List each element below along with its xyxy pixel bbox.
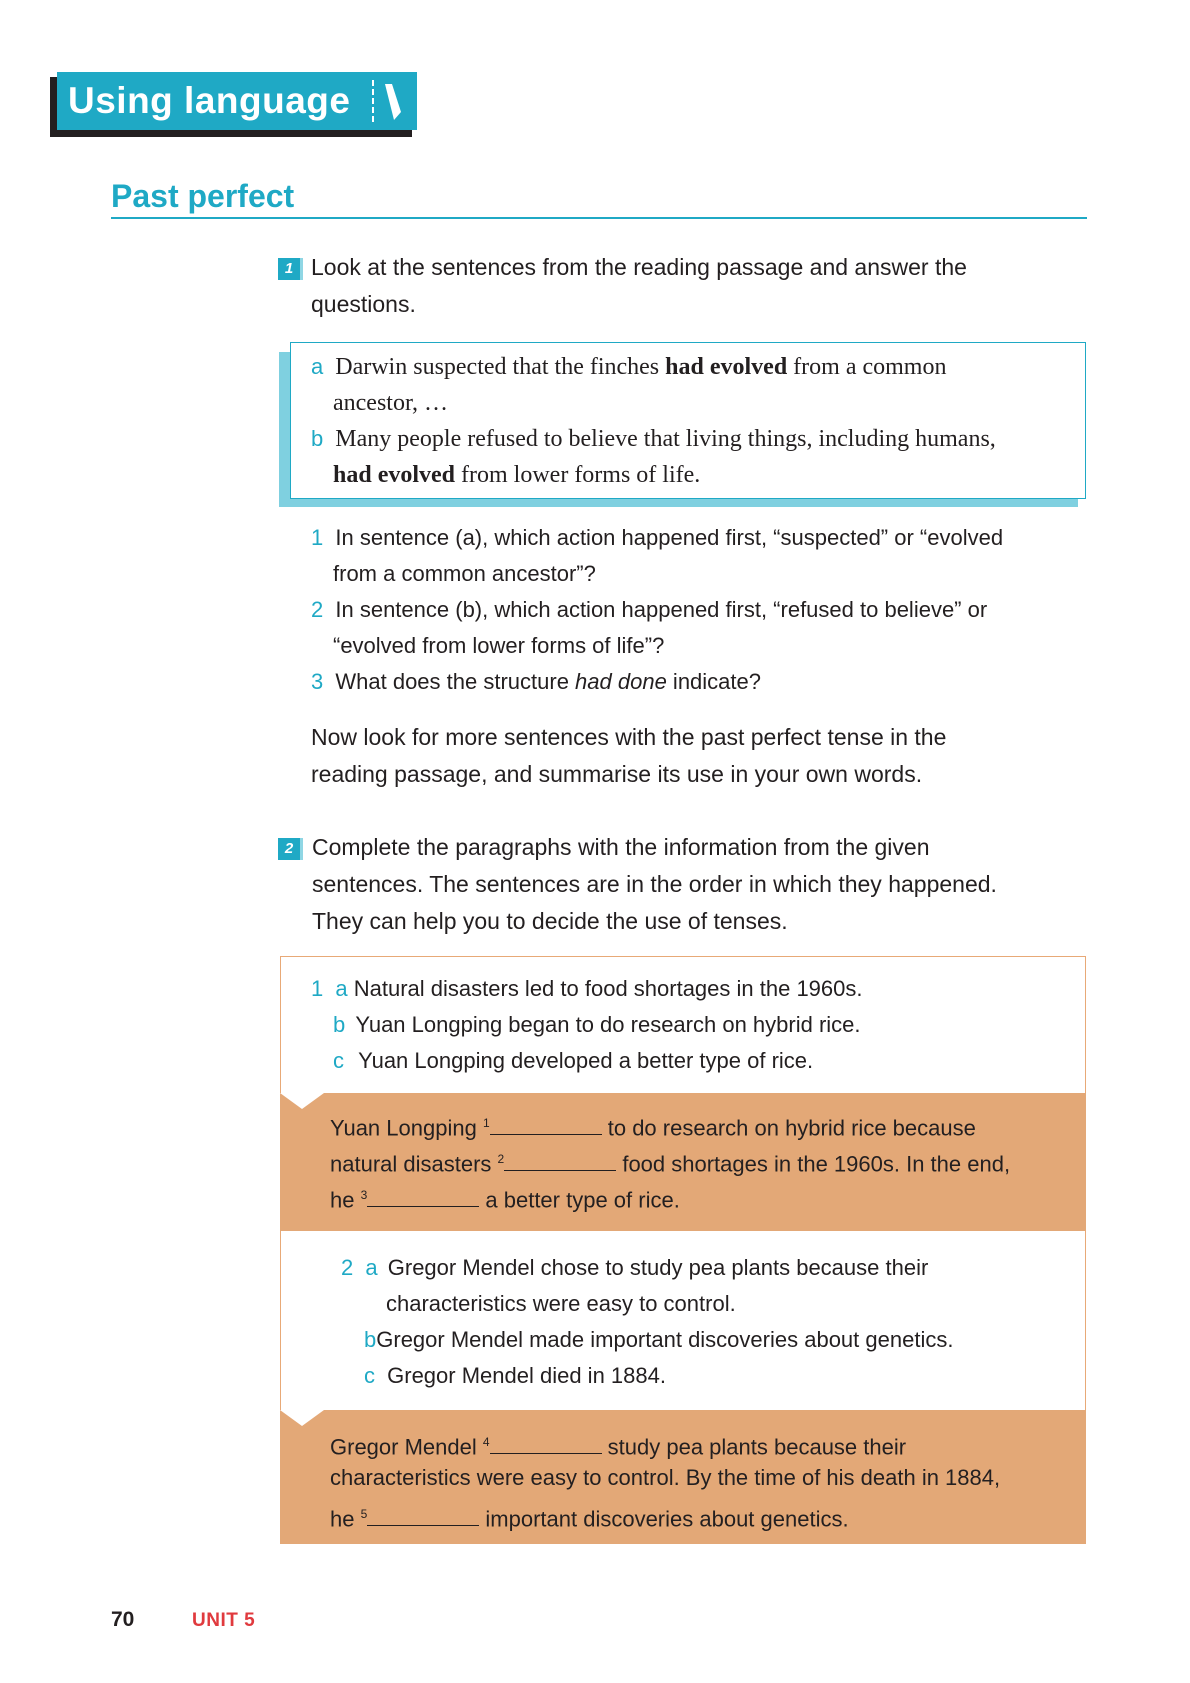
sentence-b-label: b [311, 426, 324, 451]
question-2-number: 2 [311, 597, 324, 622]
question-2-text: In sentence (b), which action happened first, “refused to believe” or [335, 597, 988, 622]
set-1-number: 1 [311, 976, 324, 1001]
sentence-b-text-1: Many people refused to believe that living things, including humans, [335, 426, 996, 452]
blank-4-number: 4 [482, 1435, 490, 1449]
set-2-b-text: Gregor Mendel made important discoveries about genetics. [376, 1327, 954, 1352]
question-3-text-2: indicate? [666, 669, 761, 694]
sentence-b-text-2: from lower forms of life. [455, 462, 701, 488]
set-2-number: 2 [341, 1255, 354, 1280]
question-3-italic: had done [575, 669, 667, 694]
blank-2-number: 2 [497, 1152, 505, 1166]
set-2-para-text: he [330, 1506, 361, 1532]
set-1-para-text: to do research on hybrid rice because [601, 1115, 976, 1141]
set-1-para-text: a better type of rice. [479, 1187, 680, 1213]
sentence-b-bold: had evolved [333, 462, 456, 488]
blank-3-number: 3 [360, 1188, 368, 1202]
set-2-para-text: study pea plants because their [601, 1434, 907, 1460]
question-1-line-1 [311, 520, 1003, 556]
set-2-c-label: c [364, 1363, 375, 1388]
section-rule [111, 217, 1087, 219]
set-2-sentence-a-line-1 [341, 1250, 928, 1286]
set-1-c-text: Yuan Longping developed a better type of rice. [358, 1048, 814, 1073]
exercise-1-instruction-line-1: Look at the sentences from the reading passage and answer the [311, 254, 967, 280]
set-1-sentence-c [333, 1043, 813, 1079]
banner-title: Using language [68, 80, 351, 121]
set-2-para-text: Gregor Mendel [330, 1434, 483, 1460]
follow-up-line-2: reading passage, and summarise its use in your own words. [311, 761, 923, 787]
set-2-a-text: Gregor Mendel chose to study pea plants because their [387, 1255, 929, 1280]
question-1-text: In sentence (a), which action happened first, “suspected” or “evolved [335, 525, 1004, 550]
sentence-a-label: a [311, 354, 324, 379]
set-2-sentence-c [364, 1358, 666, 1394]
page-number: 70 [111, 1608, 135, 1631]
exercise-2-instruction-line-3: They can help you to decide the use of tenses. [312, 908, 788, 934]
sentence-a-text-1: Darwin suspected that the finches [335, 354, 666, 380]
set-2-b-label: b [364, 1327, 377, 1352]
set-1-sentence-a [311, 971, 863, 1007]
exercise-2-instruction-line-2: sentences. The sentences are in the order in which they happened. [312, 871, 997, 897]
blank-3[interactable] [367, 1184, 479, 1207]
set-2-paragraph-line-3 [330, 1496, 849, 1537]
set-1-c-label: c [333, 1048, 344, 1073]
set-2-sentence-a-line-2: characteristics were easy to control. [386, 1291, 736, 1316]
follow-up-line-1: Now look for more sentences with the past perfect tense in the [311, 724, 947, 750]
banner-divider [372, 80, 374, 122]
set-2-para-text: important discoveries about genetics. [479, 1506, 849, 1532]
exercise-1-instruction-line-2: questions. [311, 291, 416, 317]
blank-1-number: 1 [482, 1116, 490, 1130]
blank-1[interactable] [490, 1112, 602, 1135]
set-1-b-text: Yuan Longping began to do research on hybrid rice. [355, 1012, 861, 1037]
set-1-a-label: a [335, 976, 348, 1001]
set-1-para-text: natural disasters [330, 1151, 498, 1177]
set-1-para-text: food shortages in the 1960s. In the end, [616, 1151, 1011, 1177]
set-2-sentence-b [364, 1322, 953, 1358]
exercise-2-instruction-line-1: Complete the paragraphs with the information from the given [312, 834, 930, 860]
sentence-a-line-2: ancestor, … [333, 390, 448, 416]
question-3-text-1: What does the structure [335, 669, 576, 694]
sentence-a-bold: had evolved [665, 354, 788, 380]
set-1-a-text: Natural disasters led to food shortages in the 1960s. [353, 976, 863, 1001]
question-1-number: 1 [311, 525, 324, 550]
set-1-para-text: Yuan Longping [330, 1115, 483, 1141]
set-2-a-label: a [365, 1255, 378, 1280]
sentence-b-line-2 [333, 457, 700, 493]
blank-5[interactable] [367, 1503, 479, 1526]
question-1-line-2: from a common ancestor”? [333, 561, 596, 586]
exercise-2-badge: 2 [278, 838, 303, 860]
question-3-number: 3 [311, 669, 324, 694]
question-2-line-1 [311, 592, 987, 628]
set-2-c-text: Gregor Mendel died in 1884. [387, 1363, 666, 1388]
set-1-para-text: he [330, 1187, 361, 1213]
blank-5-number: 5 [360, 1507, 368, 1521]
question-3-line [311, 664, 761, 700]
set-2-paragraph-line-2: characteristics were easy to control. By the time of his death in 1884, [330, 1465, 1001, 1490]
set-1-b-label: b [333, 1012, 346, 1037]
sentence-a-line-1 [311, 349, 946, 385]
sentence-a-text-2: from a common [787, 354, 947, 380]
set-2-notch [280, 1410, 324, 1426]
set-1-paragraph-line-3 [330, 1177, 680, 1218]
question-2-line-2: “evolved from lower forms of life”? [333, 633, 665, 658]
sentence-b-line-1 [311, 421, 996, 457]
unit-label: UNIT 5 [192, 1610, 256, 1631]
set-1-notch [280, 1093, 324, 1109]
bookmark-icon [382, 82, 404, 122]
exercise-1-badge: 1 [278, 258, 303, 280]
blank-2[interactable] [504, 1148, 616, 1171]
section-title: Past perfect [111, 178, 295, 214]
set-1-sentence-b [333, 1007, 861, 1043]
blank-4[interactable] [490, 1431, 602, 1454]
